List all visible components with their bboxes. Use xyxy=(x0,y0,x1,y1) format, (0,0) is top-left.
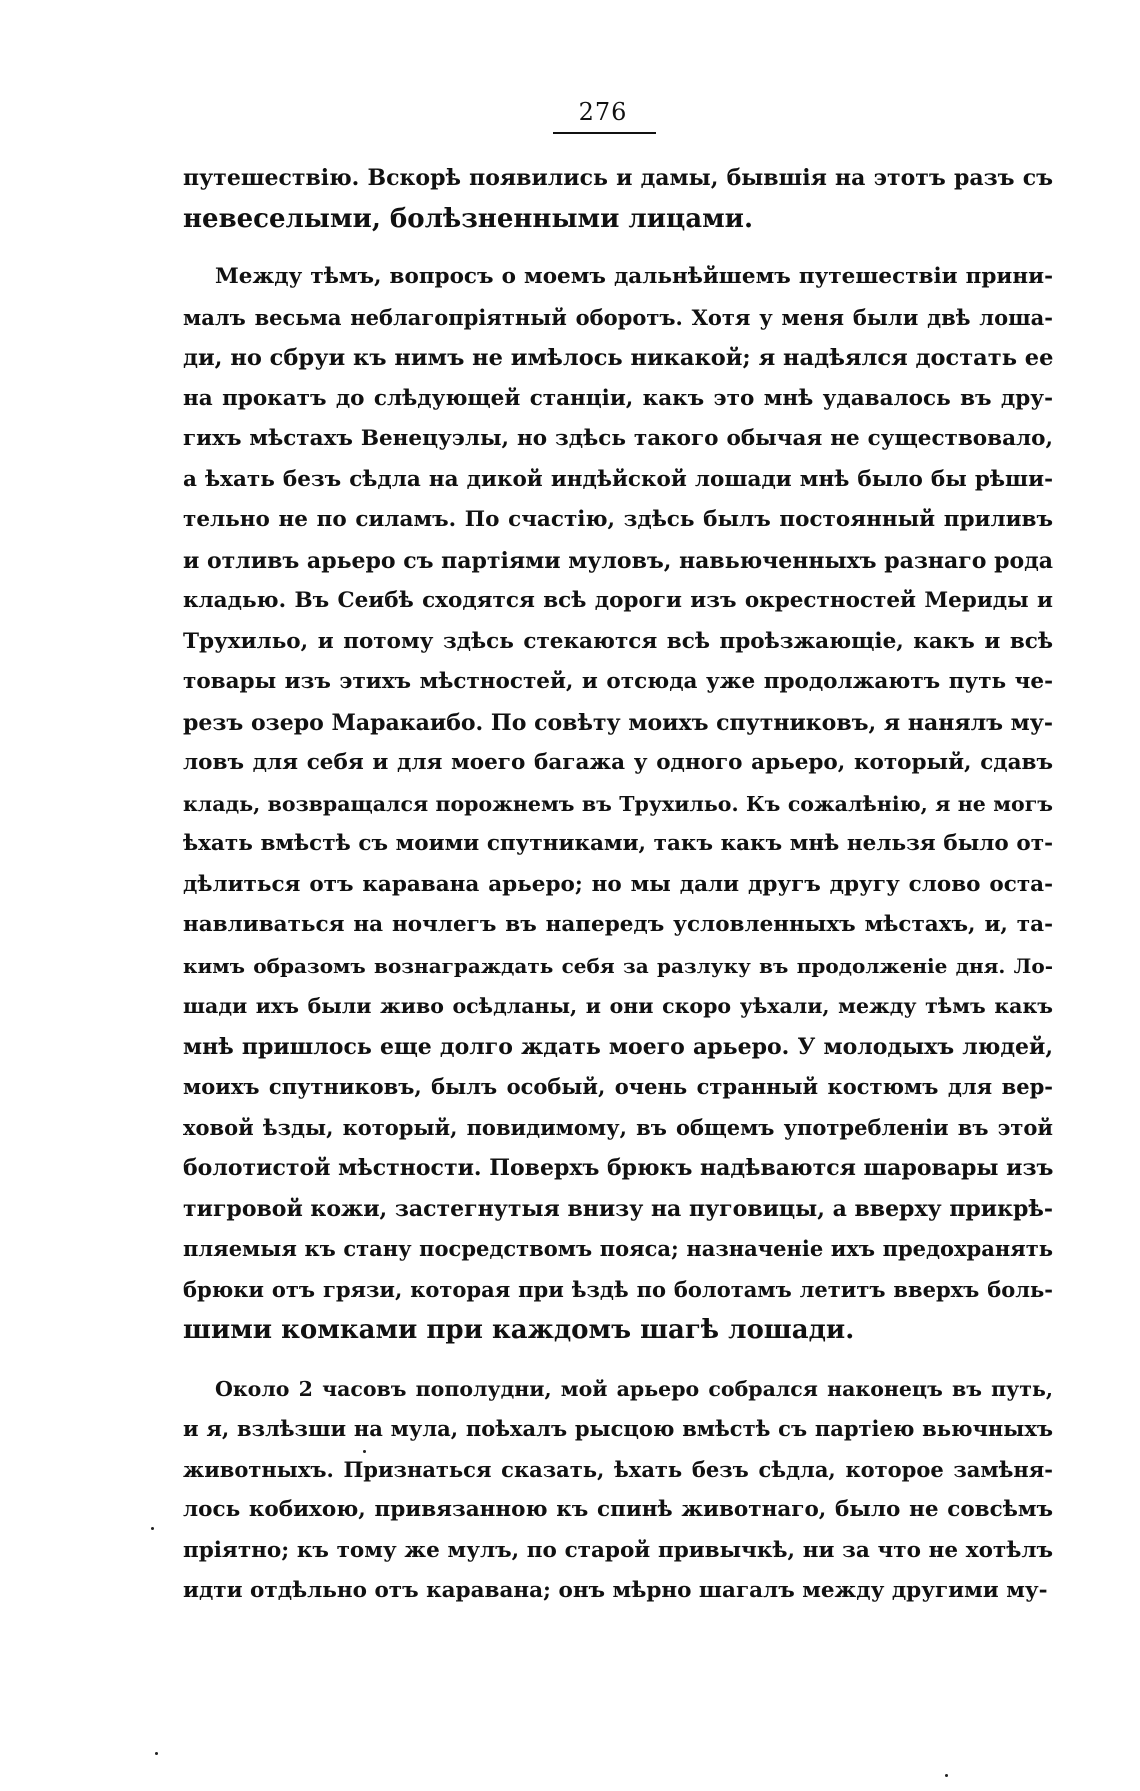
print-speck xyxy=(363,1450,366,1453)
paragraph-gap xyxy=(183,239,1053,257)
text-line: болотистой мѣстности. Поверхъ брюкъ надѣваются шаровары изъ xyxy=(183,1155,1053,1181)
text-line: шади ихъ были живо осѣдланы, и они скоро уѣхали, между тѣмъ какъ xyxy=(183,994,1053,1018)
text-line: ловъ для себя и для моего багажа у одного арьеро, который, сдавъ xyxy=(183,750,1053,775)
text-line: мнѣ пришлось еще долго ждать моего арьеро. У молодыхъ людей, xyxy=(183,1033,1053,1060)
paragraph-p1 xyxy=(183,158,1053,239)
text-line: дѣлиться отъ каравана арьеро; но мы дали другъ другу слово оста- xyxy=(183,871,1053,897)
paragraph-gap xyxy=(183,1351,1053,1369)
text-line: тельно не по силамъ. По счастію, здѣсь былъ постоянный приливъ xyxy=(183,507,1053,532)
print-speck xyxy=(151,1527,154,1530)
text-line: моихъ спутниковъ, былъ особый, очень странный костюмъ для вер- xyxy=(183,1074,1053,1099)
text-line: на прокатъ до слѣдующей станціи, какъ это мнѣ удавалось въ дру- xyxy=(183,385,1053,411)
page-number: 276 xyxy=(578,98,628,126)
text-line: а ѣхать безъ сѣдла на дикой индѣйской лошади мнѣ было бы рѣши- xyxy=(183,466,1053,492)
text-line: животныхъ. Признаться сказать, ѣхать безъ сѣдла, которое замѣня- xyxy=(183,1456,1053,1482)
text-line: ди, но сбруи къ нимъ не имѣлось никакой; я надѣялся достать ее xyxy=(183,345,1053,371)
text-line: малъ весьма неблагопріятный оборотъ. Хотя у меня были двѣ лоша- xyxy=(183,304,1053,330)
text-line: Около 2 часовъ пополудни, мой арьеро собрался наконецъ въ путь, xyxy=(215,1376,1053,1401)
text-line: товары изъ этихъ мѣстностей, и отсюда уже продолжаютъ путь че- xyxy=(183,669,1053,694)
text-line: кладью. Въ Сеибѣ сходятся всѣ дороги изъ окрестностей Мериды и xyxy=(183,588,1053,613)
text-line: путешествію. Вскорѣ появились и дамы, бывшія на этотъ разъ съ xyxy=(183,165,1053,191)
text-line: ховой ѣзды, который, повидимому, въ общемъ употребленіи въ этой xyxy=(183,1114,1053,1140)
text-line: Трухильо, и потому здѣсь стекаются всѣ проѣзжающіе, какъ и всѣ xyxy=(183,628,1053,654)
text-line: лось кобихою, привязанною къ спинѣ животнаго, было не совсѣмъ xyxy=(183,1497,1053,1522)
text-line: кимъ образомъ вознаграждать себя за разлуку въ продолженіе дня. Ло- xyxy=(183,953,1053,978)
text-line: брюки отъ грязи, которая при ѣздѣ по болотамъ летитъ вверхъ боль- xyxy=(183,1276,1053,1302)
text-line: шими комками при каждомъ шагѣ лошади. xyxy=(183,1315,855,1345)
text-line: гихъ мѣстахъ Венецуэлы, но здѣсь такого обычая не существовало, xyxy=(183,426,1053,451)
text-line: и я, взлѣзши на мула, поѣхалъ рысцою вмѣстѣ съ партіею вьючныхъ xyxy=(183,1416,1053,1441)
text-line: идти отдѣльно отъ каравана; онъ мѣрно шагалъ между другими му- xyxy=(183,1578,1048,1603)
print-speck xyxy=(155,1752,158,1755)
text-line: пріятно; къ тому же мулъ, по старой привычкѣ, ни за что не хотѣлъ xyxy=(183,1537,1053,1563)
text-line: кладь, возвращался порожнемъ въ Трухильо. Къ сожалѣнію, я не могъ xyxy=(183,791,1053,816)
text-line: резъ озеро Маракаибо. По совѣту моихъ спутниковъ, я нанялъ му- xyxy=(183,709,1053,736)
paragraph-p2 xyxy=(183,257,1053,1351)
page-number-rule xyxy=(553,132,656,134)
paragraph-p3 xyxy=(183,1369,1053,1612)
text-line: Между тѣмъ, вопросъ о моемъ дальнѣйшемъ путешествіи прини- xyxy=(215,264,1053,289)
body-text xyxy=(183,158,1053,1612)
text-line: пляемыя къ стану посредствомъ пояса; назначеніе ихъ предохранять xyxy=(183,1236,1053,1261)
text-line: ѣхать вмѣстѣ съ моими спутниками, такъ какъ мнѣ нельзя было от- xyxy=(183,831,1053,856)
text-line: невеселыми, болѣзненными лицами. xyxy=(183,203,754,234)
text-line: и отливъ арьеро съ партіями муловъ, навьюченныхъ разнаго рода xyxy=(183,547,1053,574)
print-speck xyxy=(945,1774,948,1777)
text-line: навливаться на ночлегъ въ напередъ условленныхъ мѣстахъ, и, та- xyxy=(183,912,1053,937)
text-line: тигровой кожи, застегнутыя внизу на пуговицы, а вверху прикрѣ- xyxy=(183,1195,1053,1222)
